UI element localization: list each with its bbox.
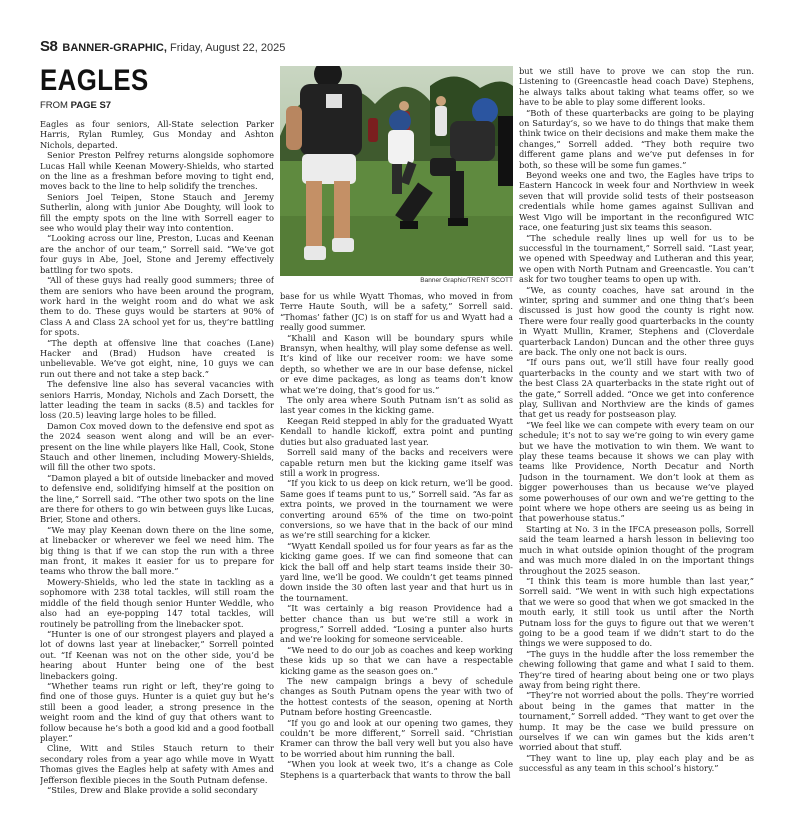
article-paragraph: Damon Cox moved down to the defensive end spot as the 2024 season went along and will be an ever-present on the line while players like Hall, Cook, Stone Stauch and other linemen, including Mowery-Shields, will fill the other two spots.	[40, 420, 274, 473]
article-paragraph: “Khalil and Kason will be boundary spurs while Bransyn, when healthy, will play some defense as well. It’s kind of like our receiver room: we have some depth, so whether we are in our base defense, nickel or eve dime packages, as long as teams don’t know what we’re doing, that’s good for us.”	[280, 332, 513, 395]
article-paragraph: The defensive line also has several vacancies with seniors Harris, Monday, Nichols and Zach Dorsett, the latter leading the team in sacks (8.5) and tackles for loss (20.5) leaving large holes to be filled.	[40, 379, 274, 421]
article-paragraph: “We feel like we can compete with every team on our schedule; it’s not to say we’re going to win every game but we have the motivation to win them. We want to play these teams because it shows we can play with teams like Providence, North Decatur and North Judson in the tournament. We don’t look at them as bigger powerhouses than us because we’ve played some powerhouses of our own and we’re getting to the point where we hope others are seeing us as being in that powerhouse status.”	[519, 419, 754, 524]
publication-name: BANNER-GRAPHIC,	[62, 42, 167, 54]
article-paragraph: “The schedule really lines up well for us to be successful in the tournament,” Sorrell said. “Last year, we opened with Speedway and Lutheran and this year, we open with North Putnam and Greencastle. You can’t ask for two tougher teams to open up with.	[519, 232, 754, 285]
article-paragraph: “Looking across our line, Preston, Lucas and Keenan are the anchor of our team,” Sorrell said. “We’ve got four guys in Abe, Joel, Stone and Jeremy effectively battling for two spots.	[40, 233, 274, 275]
article-paragraph: Mowery-Shields, who led the state in tackling as a sophomore with 238 total tackles, will still roam the middle of the field though senior Hunter Weddle, who also had an eye-popping 147 total tackles, will routinely be patrolling from the linebacker spot.	[40, 576, 274, 629]
article-paragraph: Seniors Joel Teipen, Stone Stauch and Jeremy Sutherlin, along with junior Abe Doughty, will look to fill the empty spots on the line with Sorrell eager to see who would play their way into contention.	[40, 191, 274, 234]
article-paragraph: “Both of these quarterbacks are going to be playing on Saturday’s, so we have to do things that make them think twice on their decisions and make them make the changes,” Sorrell added. “They both require two different game plans and we’ve put defenses in for both, so these will be some fun games.”	[519, 107, 754, 170]
article-paragraph: “The guys in the huddle after the loss remember the chewing following that game and what I said to them. They’re tired of hearing about being one or two plays away from being right there.	[519, 648, 754, 690]
article-paragraph: “We, as county coaches, have sat around in the winter, spring and summer and one thing that’s been discussed is just how good the county is right now. There were four really good quarterbacks in the county in Wyatt Mullin, Kramer, Stephens and (Cloverdale quarterback Landon) Duncan and the other three guys are back. The only one not back is ours.	[519, 284, 754, 357]
article-paragraph: “Wyatt Kendall spoiled us for four years as far as the kicking game goes. If we can find someone that can kick the ball off and help start teams inside their 30-yard line, we’ll be good. We couldn’t get teams pinned down inside the 30 often last year and that hurt us in the tournament.	[280, 540, 513, 603]
article-paragraph: “Hunter is one of our strongest players and played a lot of downs last year at linebacker,” Sorrell pointed out. “If Keenan was not on the other side, you’d be hearing about Hunter being one of the best linebackers going.	[40, 628, 274, 681]
publication-date: Friday, August 22, 2025	[169, 42, 286, 54]
article-paragraph: Keegan Reid stepped in ably for the graduated Wyatt Kendall to handle kickoff, extra point and punting duties but also graduated last year.	[280, 415, 513, 447]
article-paragraph: “We may play Keenan down there on the line some, at linebacker or wherever we feel we need him. The big thing is that if we can stop the run with a three man front, it makes it easier for us to prepare for teams who throw the ball more.”	[40, 524, 274, 577]
article-paragraph: “They’re not worried about the polls. They’re worried about being in the games that matter in the tournament,” Sorrell added. “They want to get over the hump. It may be the case we build pressure on ourselves if we can win games but the kids aren’t worried about that stuff.	[519, 690, 754, 753]
photo-credit: Banner Graphic/TRENT SCOTT	[420, 277, 513, 284]
article-paragraph: “We need to do our job as coaches and keep working these kids up so that we can have a respectable kicking game as the season goes on.”	[280, 644, 513, 676]
article-paragraph: “It was certainly a big reason Providence had a better chance than us but we’re still a work in progress,” Sorrell added. “Losing a punter also hurts and we’re looking for someone serviceable.	[280, 603, 513, 645]
article-paragraph: “I think this team is more humble than last year,” Sorrell said. “We went in with such high expectations that we were so good that when we got smacked in the mouth early, it still took us until after the North Putnam loss for the guys to figure out that we weren’t going to be a good team if we didn’t start to do the things we were supposed to do.	[519, 575, 754, 649]
article-paragraph: “If you go and look at our opening two games, they couldn’t be more different,” Sorrell said. “Christian Kramer can throw the ball very well but you also have to be worried about him running the ball.	[280, 717, 513, 759]
article-paragraph: Eagles as four seniors, All-State selection Parker Harris, Rylan Rumley, Gus Monday and Ashton Nichols, departed.	[40, 119, 274, 150]
article-paragraph: “All of these guys had really good summers; three of them are seniors who have been around the program, work hard in the weight room and do what we ask them to do. These guys would be starters at 90% of Class A and Class 2A school yet for us, they’re battling for spots.	[40, 275, 274, 338]
jump-label: FROM	[40, 100, 68, 111]
article-paragraph: Cline, Witt and Stiles Stauch return to their secondary roles from a year ago while move in Wyatt Thomas gives the Eagles help at safety with Ames and Jefferson flexible pieces in the South Putnam defense.	[40, 743, 274, 785]
article-headline: EAGLES	[40, 64, 149, 97]
page-number: S8	[40, 38, 58, 55]
article-paragraph: The only area where South Putnam isn’t as solid as last year comes in the kicking game.	[280, 395, 513, 416]
article-paragraph: Sorrell said many of the backs and receivers were capable return men but the kicking game itself was still a work in progress.	[280, 447, 513, 478]
article-paragraph: “The depth at offensive line that coaches (Lane) Hacker and (Brad) Hudson have created is unbelievable. We’ve got eight, nine, 10 guys we can run out there and not take a step back.”	[40, 337, 274, 379]
article-paragraph: “Whether teams run right or left, they’re going to find one of those guys. Hunter is a quiet guy but he’s still been a good leader, a strong presence in the weight room and the kind of guy that others want to follow because he’s both a good kid and a good football player.”	[40, 680, 274, 743]
article-paragraph: “If ours pans out, we’ll still have four really good quarterbacks in the county and we start with two of the best Class 2A quarterbacks in the state right out of the gate,” Sorrell added. “Once we get into conference play, Sullivan and Northview are the kinds of games that get us ready for postseason play.	[519, 357, 754, 420]
article-paragraph: base for us while Wyatt Thomas, who moved in from Terre Haute South, will be a safety,” Sorrell said. “Thomas’ father (JC) is on staff for us and Wyatt had a really good summer.	[280, 291, 513, 333]
article-paragraph: “They want to line up, play each play and be as successful as any team in this school’s history.”	[519, 752, 754, 774]
jump-page-link[interactable]: PAGE S7	[70, 100, 112, 111]
article-paragraph: but we still have to prove we can stop the run. Listening to (Greencastle head coach Dave) Stephens, he always talks about taking what teams offer, so we have to be able to play some different looks.	[519, 66, 754, 108]
jump-line	[40, 100, 111, 111]
running-header	[40, 38, 753, 54]
article-column-3	[519, 66, 754, 825]
article-paragraph: “Stiles, Drew and Blake provide a solid secondary	[47, 785, 258, 795]
photo-illustration	[280, 66, 513, 276]
article-paragraph: Senior Preston Pelfrey returns alongside sophomore Lucas Hall while Keenan Mowery-Shields, who started on the line as a freshman before moving to tight end, moves back to the line to help solidify the trenches.	[40, 150, 274, 192]
article-column-1	[40, 119, 274, 825]
football-practice-photo	[280, 66, 513, 276]
article-paragraph: Beyond weeks one and two, the Eagles have trips to Eastern Hancock in week four and Northview in week seven that will provide solid tests of their postseason credentials while home games against Sullivan and West Vigo will be important in the reconfigured WIC race, one featuring just six teams this season.	[519, 170, 754, 233]
article-paragraph: “When you look at week two, it’s a change as Cole Stephens is a quarterback that wants to throw the ball	[280, 759, 513, 780]
article-column-2	[280, 291, 513, 825]
article-paragraph: “If you kick to us deep on kick return, we’ll be good. Same goes if teams punt to us,” Sorrell said. “As far as extra points, we proved in the tournament we were converting around 65% of the time on two-point conversions, so we have that in the back of our mind as we’re still searching for a kicker.	[280, 478, 513, 541]
article-paragraph: “Damon played a bit of outside linebacker and moved to defensive end, solidifying himself at the position on the line,” Sorrell said. “The other two spots on the line are there for others to go win between guys like Lucas, Brier, Stone and others.	[40, 472, 274, 525]
article-paragraph: Starting at No. 3 in the IFCA preseason polls, Sorrell said the team learned a harsh lesson in believing too much in what outside opinion thought of the program and was much more dialed in on the important things throughout the 2025 season.	[519, 523, 754, 576]
article-paragraph: The new campaign brings a bevy of schedule changes as South Putnam opens the year with two of the hottest contests of the season, opening at North Putnam before hosting Greencastle.	[280, 676, 513, 718]
